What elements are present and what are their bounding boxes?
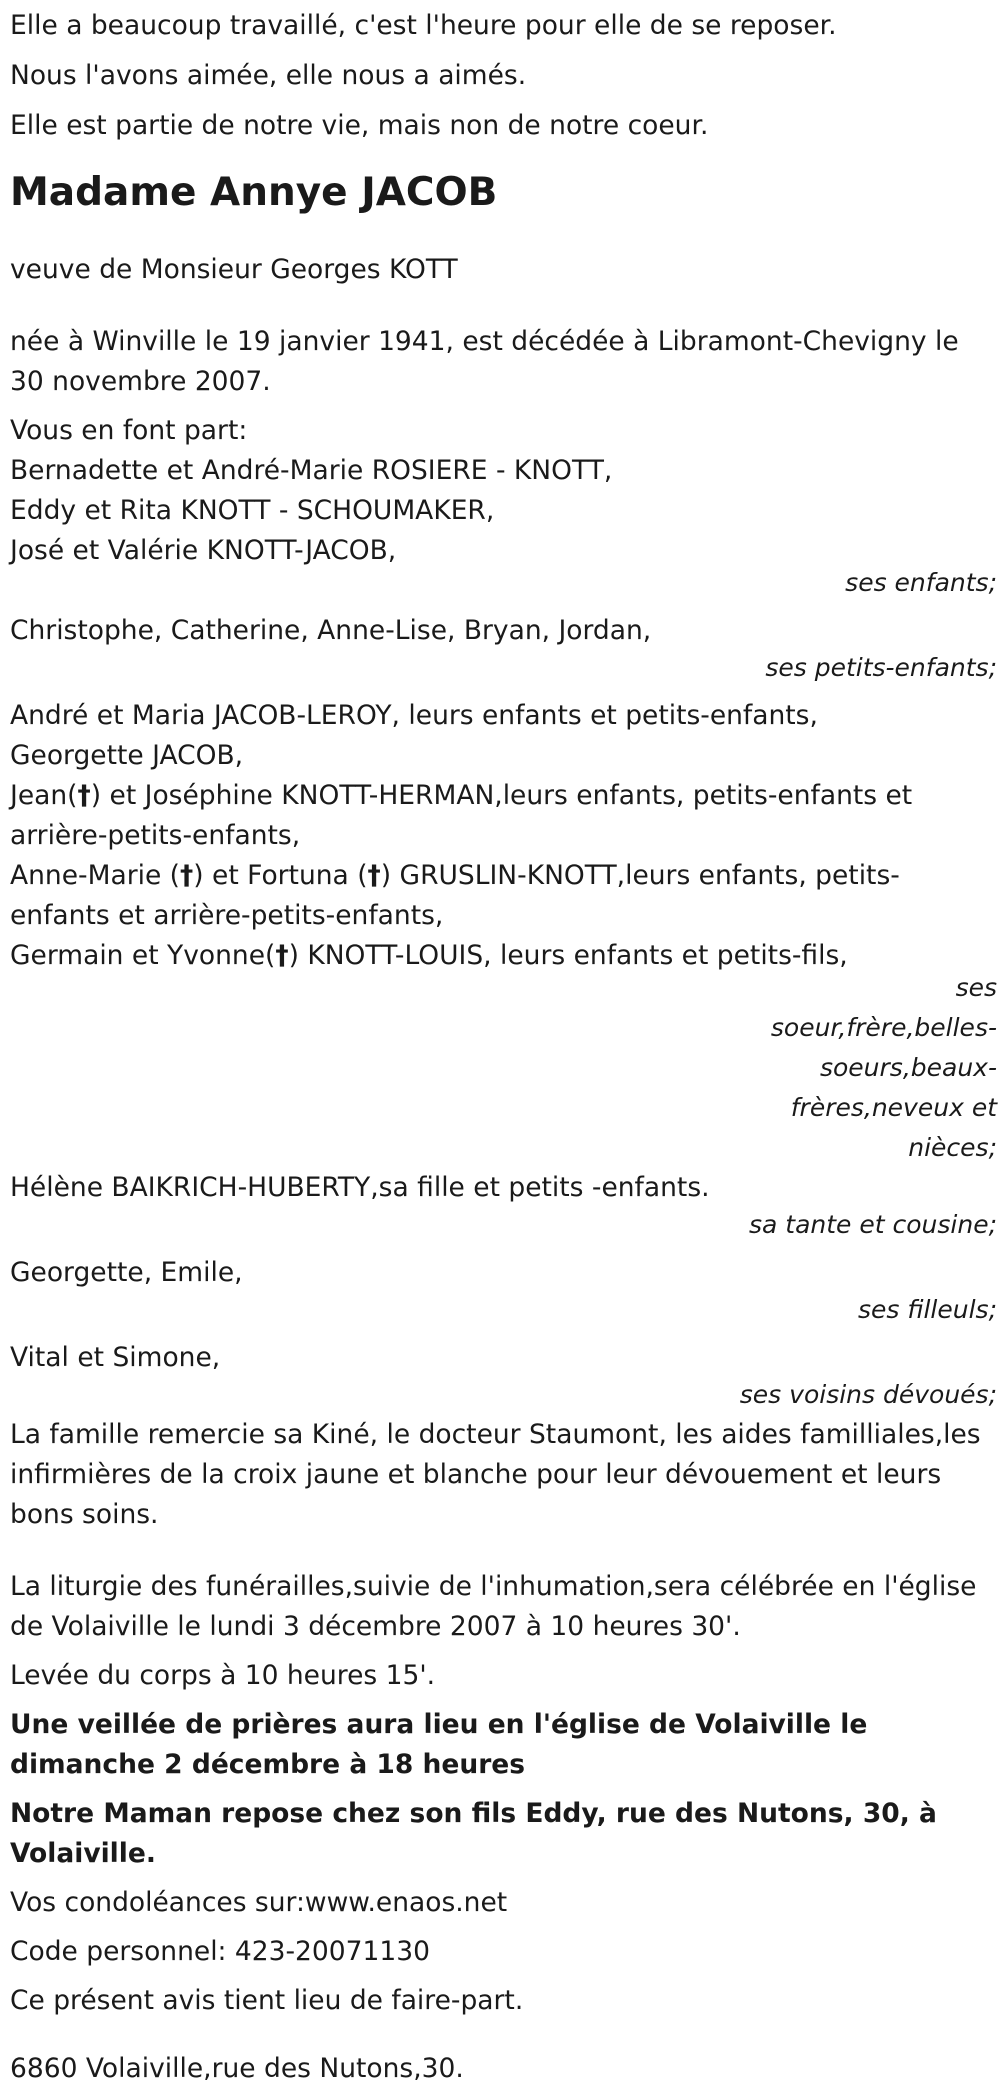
rests: Notre Maman repose chez son fils Eddy, rue des Nutons, 30, à Volaiville. — [10, 1798, 937, 1869]
aunt-line: Hélène BAIKRICH-HUBERTY,sa fille et petits -enfants. — [10, 1172, 710, 1203]
announce-intro: Vous en font part: — [10, 415, 248, 446]
godchildren: Georgette, Emile, — [10, 1257, 243, 1288]
address: 6860 Volaiville,rue des Nutons,30. — [10, 2053, 464, 2084]
personal-code: Code personnel: 423-20071130 — [10, 1936, 430, 1967]
child-line: José et Valérie KNOTT-JACOB, — [10, 535, 397, 566]
sibling-line: Georgette JACOB, — [10, 740, 244, 771]
child-line: Eddy et Rita KNOTT - SCHOUMAKER, — [10, 495, 495, 526]
intro-line: Elle a beaucoup travaillé, c'est l'heure pour elle de se reposer. — [10, 10, 837, 41]
vigil: Une veillée de prières aura lieu en l'église de Volaiville le dimanche 2 décembre à 18 heures — [10, 1709, 868, 1780]
birth-death: née à Winville le 19 janvier 1941, est décédée à Libramont-Chevigny le 30 novembre 2007. — [10, 326, 959, 397]
dagger-icon: † — [275, 940, 289, 971]
dagger-icon: † — [367, 860, 381, 891]
sibling-line: André et Maria JACOB-LEROY, leurs enfants et petits-enfants, — [10, 700, 818, 731]
sibling-line: Anne-Marie (†) et Fortuna (†) GRUSLIN-KNOTT,leurs enfants, petits- — [10, 860, 900, 891]
neighbours-label: ses voisins dévoués; — [739, 1380, 997, 1409]
child-line: Bernadette et André-Marie ROSIERE - KNOTT, — [10, 455, 613, 486]
sibling-line: arrière-petits-enfants, — [10, 820, 301, 851]
levee: Levée du corps à 10 heures 15'. — [10, 1660, 436, 1691]
grandchildren-label: ses petits-enfants; — [765, 653, 997, 682]
siblings-block — [10, 696, 1000, 976]
grandchildren: Christophe, Catherine, Anne-Lise, Bryan, Jordan, — [10, 615, 652, 646]
dagger-icon: † — [180, 860, 194, 891]
widow-of: veuve de Monsieur Georges KOTT — [10, 254, 458, 285]
obituary-notice — [0, 6, 1000, 2089]
notice: Ce présent avis tient lieu de faire-part. — [10, 1985, 524, 2016]
condolences: Vos condoléances sur:www.enaos.net — [10, 1887, 508, 1918]
deceased-name: Madame Annye JACOB — [10, 170, 498, 215]
intro-poem — [10, 6, 1000, 146]
godchildren-label: ses filleuls; — [857, 1295, 997, 1324]
thanks: La famille remercie sa Kiné, le docteur Staumont, les aides familliales,les infirmières de la croix jaune et blanche pour leur dévouement et leurs bons soins. — [10, 1419, 981, 1530]
sibling-line: Germain et Yvonne(†) KNOTT-LOUIS, leurs enfants et petits-fils, — [10, 940, 848, 971]
dagger-icon: † — [77, 780, 91, 811]
liturgy: La liturgie des funérailles,suivie de l'inhumation,sera célébrée en l'église de Volaiville le lundi 3 décembre 2007 à 10 heures 30'. — [10, 1571, 977, 1642]
siblings-label: ses soeur,frère,belles-soeurs,beaux-frères,neveux et nièces; — [770, 973, 997, 1162]
sibling-line: enfants et arrière-petits-enfants, — [10, 900, 444, 931]
neighbours: Vital et Simone, — [10, 1342, 221, 1373]
sibling-line: Jean(†) et Joséphine KNOTT-HERMAN,leurs enfants, petits-enfants et — [10, 780, 913, 811]
aunt-label: sa tante et cousine; — [748, 1210, 997, 1239]
children-label: ses enfants; — [845, 568, 997, 597]
intro-line: Nous l'avons aimée, elle nous a aimés. — [10, 60, 527, 91]
children-block — [10, 411, 1000, 571]
intro-line: Elle est partie de notre vie, mais non de notre coeur. — [10, 110, 709, 141]
